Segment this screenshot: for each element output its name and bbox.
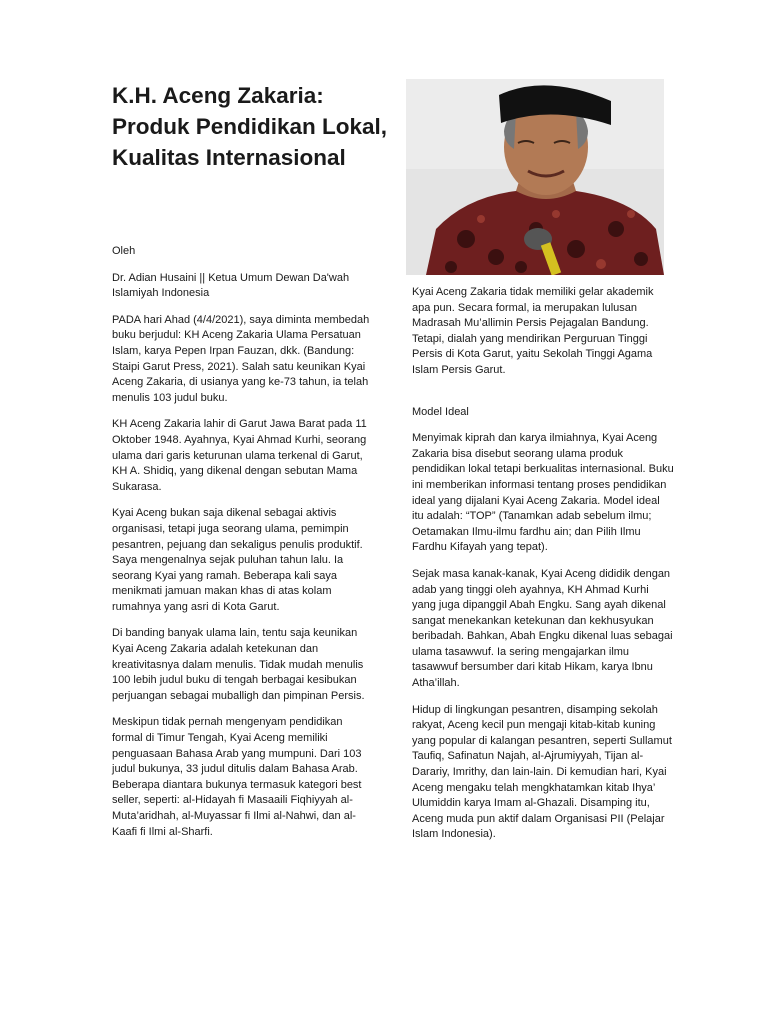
paragraph: Sejak masa kanak-kanak, Kyai Aceng dididik dengan adab yang tinggi oleh ayahnya, KH Ahmad Kurhi yang juga dipanggil Abah Engku. Sang ayah dikenal sangat menekankan ketekunan dan kekhusyukan beribadah. Bahkan, Abah Engku dikenal luas sebagai ulama tasawwuf. Ia sering mengajarkan ilmu tasawwuf bersumber dari kitab Hikam, karya Ibnu Atha’illah. [412,567,673,690]
paragraph: KH Aceng Zakaria lahir di Garut Jawa Barat pada 11 Oktober 1948. Ayahnya, Kyai Ahmad Kurhi, seorang ulama dari garis keturunan ulama terkenal di Garut, KH A. Shidiq, yang dikenal dengan sebutan Mama Sukarasa. [112,418,367,493]
paragraph: Kyai Aceng Zakaria tidak memiliki gelar akademik apa pun. Secara formal, ia merupakan lulusan Madrasah Mu’allimin Persis Pejagalan Bandung. Tetapi, dialah yang mendirikan Perguruan Tinggi Persis di Kota Garut, yaitu Sekolah Tinggi Agama Islam Persis Garut. [412,286,654,376]
right-column [412,285,674,854]
left-column [112,244,374,851]
portrait-photo [406,79,664,275]
paragraph: Hidup di lingkungan pesantren, disamping sekolah rakyat, Aceng kecil pun mengaji kitab-kitab kuning yang popular di kalangan pesantren, seperti Sullamut Taufiq, Safinatun Najah, al-Ajrumiyyah, Tijan al-Darariy, Imrithy, dan lain-lain. Di kemudian hari, Kyai Aceng mengaku telah mengkhatamkan kitab Ihya’ Ulumiddin karya Imam al-Ghazali. Disamping itu, Aceng muda pun aktif dalam Organisasi PII (Pelajar Islam Indonesia). [412,703,672,841]
paragraph: PADA hari Ahad (4/4/2021), saya diminta membedah buku berjudul: KH Aceng Zakaria Ulama Persatuan Islam, karya Pepen Irpan Fauzan, dkk. (Bandung: Staipi Garut Press, 2021). Salah satu keunikan Kyai Aceng Zakaria, di usianya yang ke-73 tahun, ia telah menulis 103 judul buku. [112,313,370,404]
article-title: K.H. Aceng Zakaria: Produk Pendidikan Lokal, Kualitas Internasional [112,83,388,170]
paragraph: Di banding banyak ulama lain, tentu saja keunikan Kyai Aceng Zakaria adalah ketekunan dan kreativitasnya dalam menulis. Tidak mudah menulis 100 lebih judul buku di tengah berbagai kesibukan perjuangan sebagai muballigh dan pimpinan Persis. [112,627,365,702]
section-heading: Model Ideal [412,405,469,418]
byline-label: Oleh [112,245,136,257]
paragraph: Menyimak kiprah dan karya ilmiahnya, Kyai Aceng Zakaria bisa disebut seorang ulama produk pendidikan lokal tetapi berkualitas internasional. Buku ini memberikan informasi tentang proses pendidikan ideal yang dijalani Kyai Aceng Zakaria. Model ideal itu adalah: “TOP” (Tanamkan adab sebelum ilmu; Oetamakan Ilmu-ilmu fardhu ain; dan Pilih Ilmu Fardhu Kifayah yang tepat). [412,432,674,554]
author-line: Dr. Adian Husaini || Ketua Umum Dewan Da'wah Islamiyah Indonesia [112,271,350,300]
paragraph: Kyai Aceng bukan saja dikenal sebagai aktivis organisasi, tetapi juga seorang ulama, pemimpin pesantren, pejuang dan sekaligus penulis produktif. Saya mengenalnya sejak puluhan tahun lalu. Ia seorang Kyai yang ramah. Beberapa kali saya menikmati jamuan makan khas di atas kolam rumahnya yang asri di Kota Garut. [112,507,363,613]
paragraph: Meskipun tidak pernah mengenyam pendidikan formal di Timur Tengah, Kyai Aceng memiliki penguasaan Bahasa Arab yang mumpuni. Dari 103 judul bukunya, 33 judul ditulis dalam Bahasa Arab. Beberapa diantara bukunya termasuk kategori best seller, seperti: al-Hidayah fi Masaaili Fiqhiyyah al-Muta’aridhah, al-Muyassar fi Ilmi al-Nahwi, dan al-Kaafi fi Ilmi al-Sharfi. [112,716,362,838]
